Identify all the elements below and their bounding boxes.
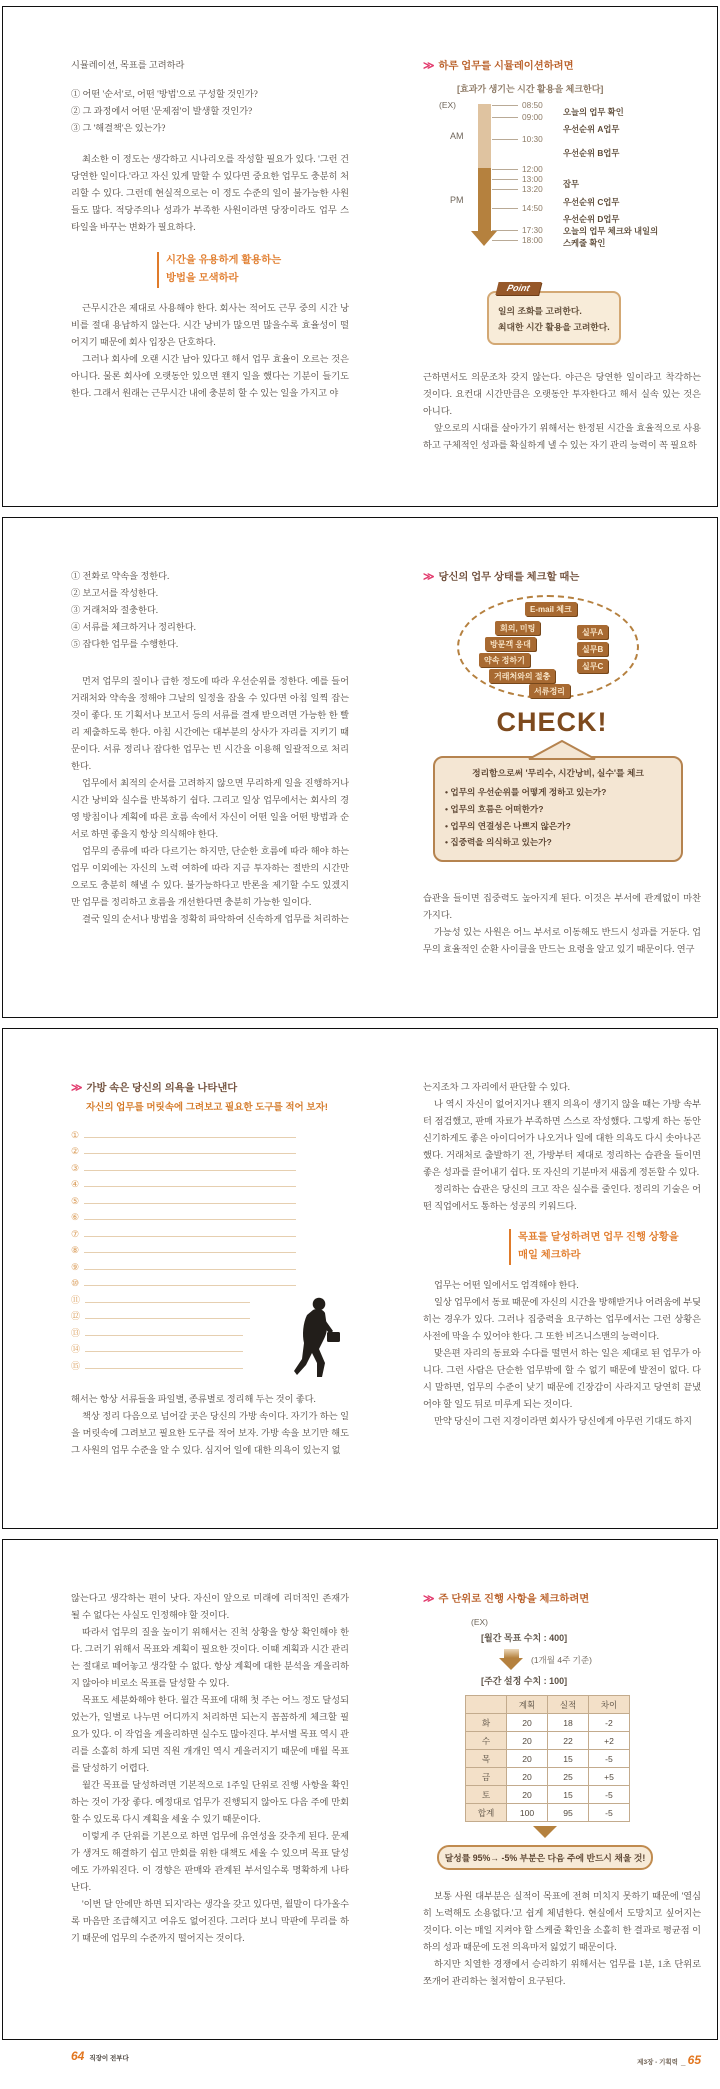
time-tick: 17:30 (492, 225, 543, 235)
timeline-pm-bar (478, 168, 491, 231)
section-heading-line: 시간을 유용하게 활용하는 (166, 255, 282, 266)
writing-line: ⑮ (71, 1354, 349, 1371)
work-tag: 실무A (577, 625, 608, 639)
paragraph: 하지만 치열한 경쟁에서 승리하기 위해서는 업무를 1분, 1초 단위로 쪼개어 관리하는 철저함이 요구된다. (423, 1959, 701, 1986)
work-tag: 회의, 미팅 (495, 621, 540, 635)
paragraph: 만약 당신이 그런 지경이라면 회사가 당신에게 아무런 기대도 하지 (434, 1416, 693, 1427)
header-cell: 계획 (507, 1696, 548, 1714)
paragraph: 보통 사원 대부분은 실적이 목표에 전혀 미치지 못하기 때문에 '열심히 노력해도 소용없다.'고 쉽게 체념한다. 현실에서 도망치고 싶어지는 것이다. 이는 매일 지켜야 할 스케줄 확인을 소홀히 한 결과로 평균점 이하의 성과 때문에 도전 의욕마저 잃었기 때문이다. (423, 1891, 701, 1952)
work-tag: 약속 정하기 (479, 653, 530, 667)
page-63 (423, 1029, 701, 1578)
right-page-footer (637, 2051, 701, 2069)
point-line: 최대한 시간 활용을 고려한다. (498, 321, 610, 332)
writing-line: ⑭ (71, 1338, 349, 1355)
chapter-label: 제3장 - 기획력 (637, 2059, 678, 2066)
list-item: ① 전화로 약속을 정한다. (71, 571, 170, 581)
list-item: ③ 그 '해결책'은 있는가? (71, 123, 166, 133)
writing-lines-block (71, 1123, 349, 1371)
paragraph: 근하면서도 의문조차 갖지 않는다. 야근은 당연한 일이라고 착각하는 것이다. 요컨대 시간만큼은 오랫동안 투자한다고 해서 실속 있는 것은 아니다. (423, 371, 701, 416)
time-tick: 13:20 (492, 184, 543, 194)
paragraph: 정리하는 습관은 당신의 크고 작은 실수를 줄인다. 정리의 기술은 어떤 직업에서도 통하는 성공의 키워드다. (423, 1184, 701, 1211)
point-line: 일의 조화를 고려한다. (498, 306, 582, 316)
page-55 (423, 7, 701, 556)
section-heading-line: 방법을 모색하라 (166, 273, 239, 285)
paragraph: 최소한 이 정도는 생각하고 시나리오를 작성할 필요가 있다. '그런 건 당연한 일이다.'라고 자신 있게 말할 수 있다면 중요한 업무도 충분히 처리할 수 있다. 그런데 현실적으로는 이 정도 수준의 일이 불가능한 사원들도 많다. 적당주의나 성과가 부족한 사원이라면 당장이라도 업무 스타일을 바꾸는 변화가 필요하다. (71, 154, 349, 232)
timeline-task: 우선순위 C업무 (563, 197, 620, 207)
check-bullet: • 집중력을 의식하고 있는가? (445, 834, 671, 851)
timeline-task: 우선순위 D업무 (563, 214, 620, 224)
table-row: 화 20 18 -2 (466, 1714, 630, 1732)
monthly-target-label: [월간 목표 수치 : 400] (481, 1633, 568, 1643)
writing-line: ⑥ (71, 1206, 349, 1223)
arrow-note: (1개월 4주 기준) (531, 1654, 592, 1665)
writing-line: ⑧ (71, 1239, 349, 1256)
paragraph: 는지조차 그 자리에서 판단할 수 있다. (423, 1082, 570, 1092)
timeline-am-bar (478, 104, 491, 168)
numbered-question-list (71, 86, 349, 137)
down-arrow-icon (533, 1825, 701, 1843)
double-chevron-icon: ≫ (423, 571, 435, 583)
page-number: 64 (71, 2049, 85, 2063)
writing-line: ⑪ (71, 1288, 349, 1305)
book-spread-58-59 (2, 517, 718, 1018)
writing-line: ⑨ (71, 1255, 349, 1272)
paragraph: 않는다고 생각하는 편이 낫다. 자신이 앞으로 미래에 리더적인 존재가 될 수 없다는 사실도 인정해야 할 것이다. (71, 1593, 349, 1620)
work-tag: 실무C (577, 659, 608, 673)
table-row: 토 20 15 -5 (466, 1786, 630, 1804)
double-chevron-icon: ≫ (423, 1593, 435, 1605)
paragraph: 목표도 세분화해야 한다. 월간 목표에 대해 첫 주는 어느 정도 달성되었는가, 일별로 나누면 어디까지 처리하면 되는지 꼼꼼하게 체크할 필요가 있다. 이 작업을 게을리하면 실수도 많아진다. 부서별 목표 역시 관리를 소홀히 하게 되면 직원 개개인 역시 게을러지기 때문에 매월 목표를 달성하기 어렵다. (71, 1695, 349, 1773)
work-tag: E-mail 체크 (525, 602, 577, 616)
daily-schedule-timeline (423, 100, 701, 267)
double-chevron-icon: ≫ (71, 1082, 83, 1094)
section-subtitle: 자신의 업무를 머릿속에 그려보고 필요한 도구를 적어 보자! (86, 1102, 328, 1113)
up-arrow-icon (527, 740, 597, 760)
table-row: 금 20 25 +5 (466, 1768, 630, 1786)
list-item: ① 어떤 '순서'로, 어떤 '방법'으로 구성할 것인가? (71, 89, 258, 99)
time-tick: 10:30 (492, 134, 543, 144)
page-59 (423, 518, 701, 1067)
example-label: (EX) (439, 100, 456, 110)
paragraph: 가능성 있는 사원은 어느 부서로 이동해도 반드시 성과를 거둔다. 업무의 효율적인 순환 사이클을 만드는 요령을 알고 있기 때문이다. 연구 (423, 927, 701, 954)
page-64 (71, 1540, 349, 2089)
time-tick: 09:00 (492, 112, 543, 122)
time-tick: 08:50 (492, 100, 543, 110)
section-title (423, 57, 701, 72)
page-58 (71, 518, 349, 1067)
work-items-ellipse-diagram (457, 595, 639, 699)
diagram-caption: [효과가 생기는 시간 활용을 체크한다] (457, 84, 604, 94)
work-tag: 서류정리 (529, 684, 570, 698)
paragraph: 이렇게 주 단위를 기본으로 하면 업무에 유연성을 갖추게 된다. 문제가 생겨도 해결하기 쉽고 만회를 위한 대책도 세울 수 있으며 목표 달성에도 가까워진다. 이 경향은 판매와 관계된 부서일수록 명확하게 나타난다. (71, 1831, 349, 1892)
paragraph: 맞은편 자리의 동료와 수다를 떨면서 하는 일은 제대로 된 업무가 아니다. 그런 사람은 단순한 업무밖에 할 수 없기 때문에 발전이 없다. 다시 말하면, 업무의 수준이 낮기 때문에 긴장감이 사라지고 당연히 끝냈어야 할 일도 뒤로 미루게 되는 것이다. (423, 1348, 701, 1410)
left-page-footer (71, 2047, 129, 2065)
writing-line: ⑦ (71, 1222, 349, 1239)
businessman-silhouette-icon (289, 1297, 341, 1381)
writing-line: ④ (71, 1173, 349, 1190)
weekly-progress-table (465, 1695, 630, 1822)
result-callout-box: 달성률 95%→ -5% 부분은 다음 주에 반드시 채울 것! (437, 1845, 653, 1870)
time-tick: 12:00 (492, 164, 543, 174)
paragraph: 해서는 항상 서류들을 파일별, 종류별로 정리해 두는 것이 좋다. (71, 1393, 316, 1404)
time-tick: 14:50 (492, 203, 543, 213)
list-item: ② 보고서를 작성한다. (71, 588, 159, 598)
section-title (423, 1590, 701, 1605)
writing-line: ⑬ (71, 1321, 349, 1338)
section-heading-orange (157, 252, 349, 288)
book-title: 직장이 전부다 (89, 2055, 129, 2062)
list-item: ④ 서류를 체크하거나 정리한다. (71, 622, 196, 632)
section-title (71, 1079, 349, 1094)
writing-line: ② (71, 1140, 349, 1157)
section-heading-line: 목표를 달성하려면 업무 진행 상황을 (518, 1232, 679, 1243)
book-spread-64-65 (2, 1539, 718, 2067)
check-bullet: • 업무의 연결성은 나쁘지 않은가? (445, 818, 671, 835)
book-spread-62-63 (2, 1028, 718, 1529)
work-tag: 방문객 응대 (485, 637, 536, 651)
table-total-row: 합계 100 95 -5 (466, 1804, 630, 1822)
section-title-text: 가방 속은 당신의 의욕을 나타낸다 (86, 1083, 238, 1094)
section-title-text: 하루 업무를 시뮬레이션하려면 (438, 61, 574, 72)
paragraph: 근무시간은 제대로 사용해야 한다. 회사는 적어도 근무 중의 시간 낭비를 절대 용납하지 않는다. 시간 낭비가 많으면 많을수록 효율성이 떨어지기 때문에 회사 입장은 단호하다. (71, 303, 349, 348)
down-arrow-icon (499, 1649, 523, 1670)
paragraph: 결국 일의 순서나 방법을 정확히 파악하여 신속하게 업무를 처리하는 (82, 914, 349, 924)
section-heading-line: 매일 체크하라 (518, 1250, 581, 1262)
list-item: ⑤ 잡다한 업무를 수행한다. (71, 639, 179, 649)
double-chevron-icon: ≫ (423, 60, 435, 72)
time-tick: 13:00 (492, 174, 543, 184)
check-list-box (433, 756, 683, 862)
writing-line: ① (71, 1123, 349, 1140)
paragraph: 업무의 종류에 따라 다르기는 하지만, 단순한 흐름에 따라 해야 하는 업무 이외에는 자신의 노력 여하에 따라 지금 투자하는 절반의 시간만으로도 충분히 해낼 수 있다. 불가능하다고 반론을 제기할 수도 있겠지만 업무를 정리하고 흐름을 개선한다면 충분히 가능한 일이다. (71, 846, 349, 907)
page-62 (71, 1029, 349, 1578)
point-tab: Point (495, 282, 541, 295)
table-row: 수 20 22 +2 (466, 1732, 630, 1750)
header-cell (466, 1696, 507, 1714)
writing-line: ⑩ (71, 1272, 349, 1289)
numbered-task-list (71, 568, 349, 653)
arrow-with-note (499, 1649, 701, 1670)
paragraph: 그러나 회사에 오랜 시간 남아 있다고 해서 업무 효율이 오르는 것은 아니다. 물론 회사에 오랫동안 있으면 왠지 일을 했다는 기분이 들기도 한다. 그래서 원래는 근무시간 내에 충분히 할 수 있는 일을 가지고 야 (71, 354, 349, 399)
timeline-task: 오늘의 업무 체크와 내일의 스케줄 확인 (563, 226, 659, 248)
paragraph: 업무에서 최적의 순서를 고려하지 않으면 무리하게 일을 진행하거나 시간 낭비와 실수를 반복하기 쉽다. 그리고 일상 업무에서는 회사의 경영 방침이나 계획에 따른 흐름 속에서 자신이 어떤 일을 어떤 방법과 순서로 하면 좋을지 항상 의식해야 한다. (71, 778, 349, 839)
page-54 (71, 7, 349, 556)
time-tick: 18:00 (492, 235, 543, 245)
weekly-target-label: [주간 설정 수치 : 100] (481, 1676, 568, 1686)
work-tag: 실무B (577, 642, 608, 656)
paragraph: 습관을 들이면 집중력도 높아지게 된다. 이것은 부서에 관계없이 마찬가지다. (423, 893, 701, 920)
section-title-text: 주 단위로 진행 사항을 체크하려면 (438, 1594, 590, 1605)
book-spread-54-55 (2, 6, 718, 507)
paragraph: 일상 업무에서 동료 때문에 자신의 시간을 방해받거나 어려움에 부딪히는 경우가 있다. 그러나 집중력을 요구하는 업무에서는 그런 상황은 사전에 막을 수 있어야 한다. 그 또한 비즈니스맨의 능력이다. (423, 1297, 701, 1342)
header-cell: 실적 (548, 1696, 589, 1714)
paragraph: '이번 달 안에만 하면 되지'라는 생각을 갖고 있다면, 월말이 다가올수록 마음만 조급해지고 여유도 없어진다. 그러다 보니 막판에 무리를 하기 때문에 업무의 수준까지 떨어지는 것이다. (71, 1899, 349, 1943)
point-box (487, 291, 621, 345)
paragraph: 먼저 업무의 질이나 급한 정도에 따라 우선순위를 정한다. 예를 들어 거래처와 약속을 정해야 그날의 일정을 잡을 수 있다면 아침 일찍 잡는 것이 좋다. 또 기획서나 보고서 등의 서류를 결재 받으려면 가능한 한 빨리 제출하도록 한다. 아침 시간에는 대부분의 상사가 자리를 지키기 때문이다. 서류 정리나 잡다한 업무는 빈 시간을 이용해 일괄적으로 처리한다. (71, 676, 349, 771)
check-box-title: 정리함으로써 '무리수, 시간낭비, 실수'를 체크 (472, 768, 644, 778)
list-item: ② 그 과정에서 어떤 '문제점'이 발생할 것인가? (71, 106, 253, 116)
check-bullet: • 업무의 흐름은 어떠한가? (445, 801, 671, 818)
table-header-row (466, 1696, 630, 1714)
paragraph: 나 역시 자신이 없어지거나 왠지 의욕이 생기지 않을 때는 가방 속부터 점검했고, 판매 자료가 부족하면 스스로 작성했다. 그렇게 하는 동안 신기하게도 좋은 아이디어가 나오거나 일에 대한 의욕도 다시 솟아나곤 했다. 거래처로 출발하기 전, 가방부터 제대로 정리하는 습관을 들이면 좋은 성과를 끌어내기 쉽다. 또 자신의 기분마저 새롭게 정돈할 수 있다. (423, 1099, 701, 1177)
section-title (423, 568, 701, 583)
paragraph: 업무는 어떤 일에서도 엄격해야 한다. (434, 1280, 579, 1291)
pm-label: PM (450, 195, 464, 205)
page-65 (423, 1540, 701, 2089)
point-callout (487, 283, 621, 345)
timeline-task: 오늘의 업무 확인 (563, 107, 624, 117)
section-title-text: 당신의 업무 상태를 체크할 때는 (438, 572, 580, 583)
check-label: CHECK! (496, 707, 608, 737)
page-number: _ 65 (681, 2053, 701, 2067)
list-item: ③ 거래처와 절충한다. (71, 605, 159, 615)
timeline-task: 우선순위 A업무 (563, 124, 620, 134)
section-heading-orange (509, 1229, 701, 1265)
am-label: AM (450, 131, 464, 141)
paragraph: 월간 목표를 달성하려면 기본적으로 1주일 단위로 진행 사항을 확인하는 것이 가장 좋다. 예정대로 업무가 진행되지 않아도 다음 주에 만회할 수 있도록 다시 계획을 세울 수 있기 때문이다. (71, 1780, 349, 1824)
check-bullet: • 업무의 우선순위를 어떻게 정하고 있는가? (445, 784, 671, 801)
paragraph: 앞으로의 시대를 살아가기 위해서는 한정된 시간을 효율적으로 사용하고 구체적인 성과를 확실하게 낼 수 있는 자기 관리 능력이 꼭 필요하 (423, 422, 701, 450)
writing-line: ③ (71, 1156, 349, 1173)
header-cell: 차이 (589, 1696, 630, 1714)
writing-line: ⑫ (71, 1305, 349, 1322)
page-title: 시뮬레이션, 목표를 고려하라 (71, 60, 185, 70)
timeline-task: 우선순위 B업무 (563, 148, 620, 158)
example-label: (EX) (471, 1617, 488, 1627)
paragraph: 따라서 업무의 질을 높이기 위해서는 진척 상황을 항상 확인해야 한다. 그러기 위해서 목표와 계획이 필요한 것이다. 이때 계획과 시간 관리는 절대로 떼어놓고 생각할 수 없다. 항상 계획에 대한 분석을 게을리하지 않아야 비로소 목표를 달성할 수 있다. (71, 1627, 349, 1688)
paragraph: 책상 정리 다음으로 넘어갈 곳은 당신의 가방 속이다. 자기가 하는 일을 머릿속에 그려보고 필요한 도구를 적어 보자. 가방 속을 보기만 해도 그 사원의 업무 수준을 알 수 있다. 심지어 일에 대한 의욕이 있는지 없 (71, 1410, 349, 1455)
work-tag: 거래처와의 절충 (489, 669, 555, 683)
timeline-task: 잡무 (563, 179, 580, 189)
table-row: 목 20 15 -5 (466, 1750, 630, 1768)
writing-line: ⑤ (71, 1189, 349, 1206)
